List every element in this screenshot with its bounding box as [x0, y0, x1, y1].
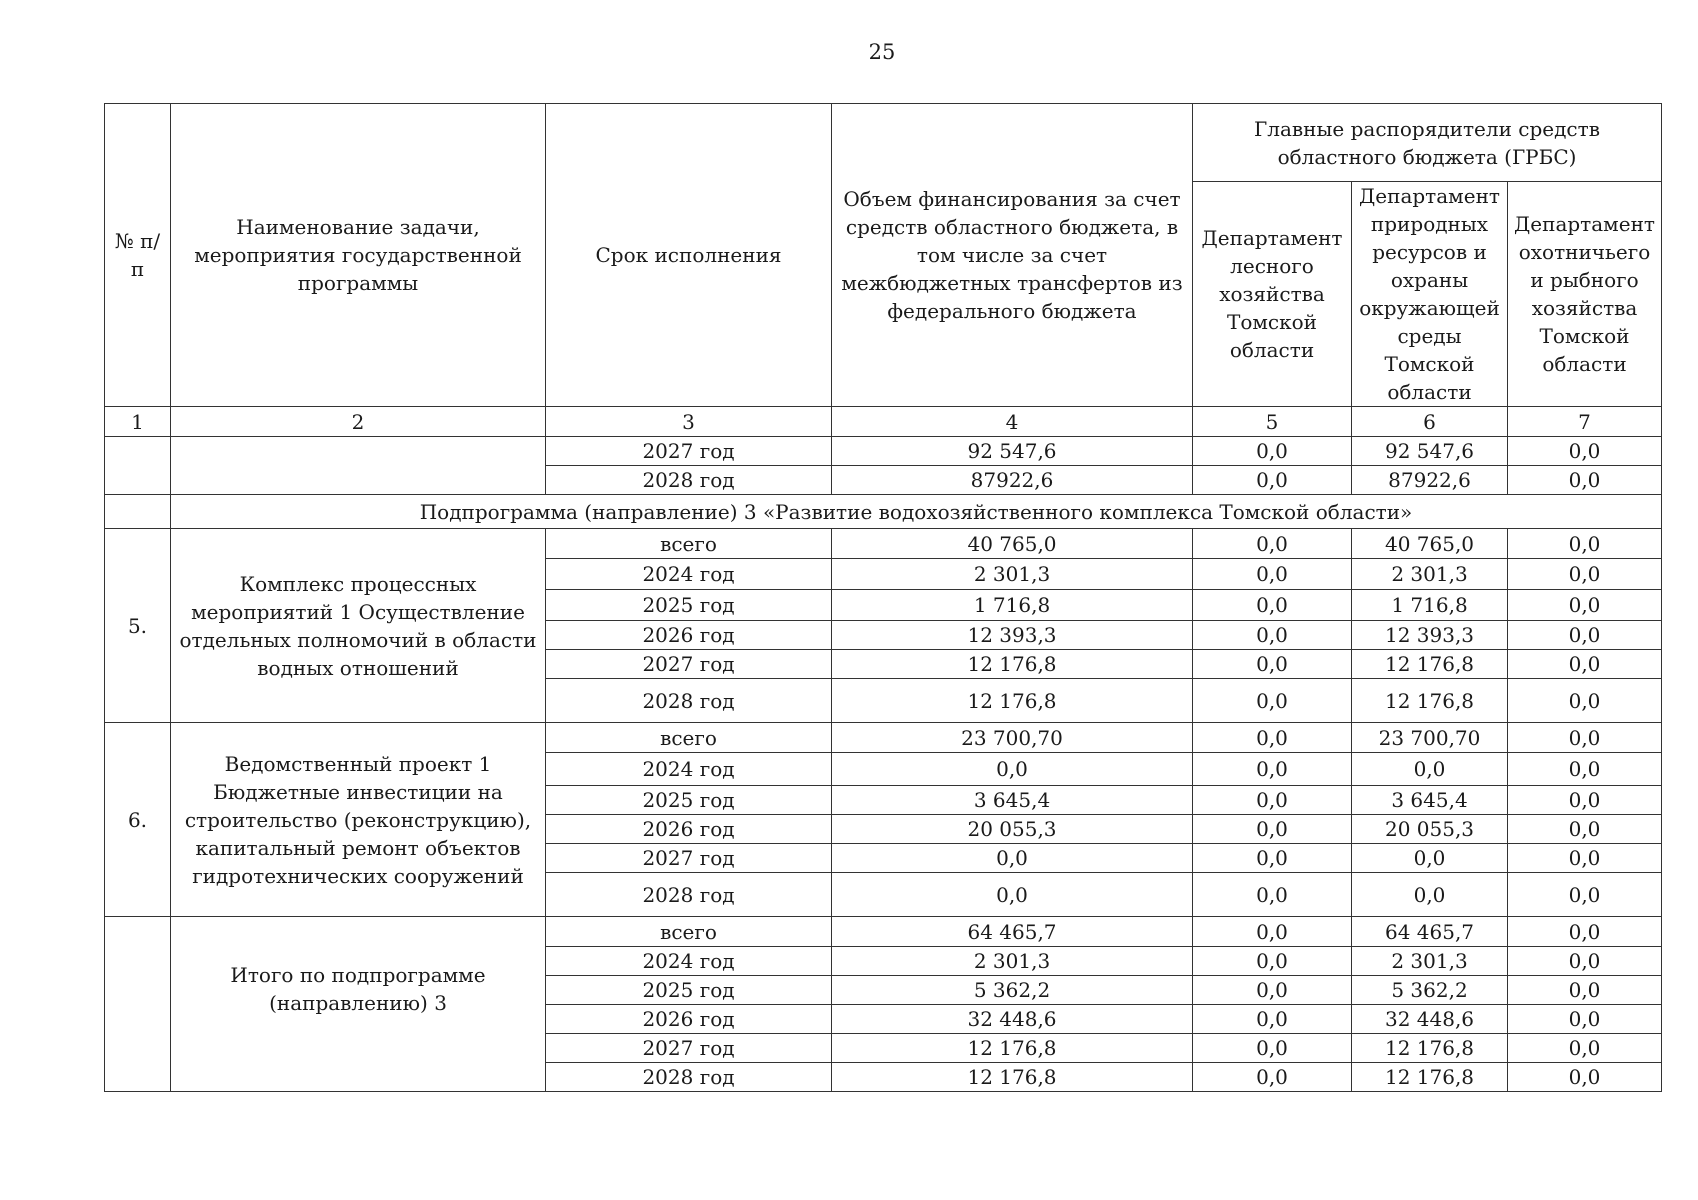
dep6-cell: 12 176,8 [1352, 1034, 1508, 1063]
dep5-cell: 0,0 [1193, 723, 1352, 753]
term-cell: 2025 год [546, 786, 832, 815]
table-row [105, 723, 1662, 753]
term-cell: 2025 год [546, 590, 832, 621]
dep5-cell: 0,0 [1193, 917, 1352, 947]
table-row [105, 437, 1662, 466]
volume-cell: 12 176,8 [832, 1063, 1193, 1092]
dep6-cell: 40 765,0 [1352, 529, 1508, 559]
header-grbs: Главные распорядители средств областного бюджета (ГРБС) [1193, 104, 1662, 182]
term-cell: 2026 год [546, 621, 832, 650]
term-cell: всего [546, 917, 832, 947]
dep6-cell: 20 055,3 [1352, 815, 1508, 844]
volume-cell: 1 716,8 [832, 590, 1193, 621]
dep5-cell: 0,0 [1193, 621, 1352, 650]
dep5-cell: 0,0 [1193, 437, 1352, 466]
dep7-cell: 0,0 [1508, 917, 1662, 947]
dep7-cell: 0,0 [1508, 529, 1662, 559]
name-cell: Ведомственный проект 1 Бюджетные инвестиции на строительство (реконструкцию), капитальный ремонт объектов гидротехнических сооружений [171, 723, 546, 917]
dep6-cell: 5 362,2 [1352, 976, 1508, 1005]
volume-cell: 3 645,4 [832, 786, 1193, 815]
dep5-cell: 0,0 [1193, 650, 1352, 679]
name-cell: Комплекс процессных мероприятий 1 Осуществление отдельных полномочий в области водных отношений [171, 529, 546, 723]
dep7-cell: 0,0 [1508, 786, 1662, 815]
dep7-cell: 0,0 [1508, 1005, 1662, 1034]
dep5-cell: 0,0 [1193, 815, 1352, 844]
funding-table [104, 103, 1662, 1092]
term-cell: 2028 год [546, 679, 832, 723]
header-name: Наименование задачи, мероприятия государственной программы [171, 104, 546, 407]
dep6-cell: 0,0 [1352, 873, 1508, 917]
dep5-cell: 0,0 [1193, 1063, 1352, 1092]
column-number: 1 [105, 407, 171, 437]
dep7-cell: 0,0 [1508, 466, 1662, 495]
dep7-cell: 0,0 [1508, 559, 1662, 590]
dep7-cell: 0,0 [1508, 815, 1662, 844]
dep7-cell: 0,0 [1508, 844, 1662, 873]
column-number: 5 [1193, 407, 1352, 437]
dep6-cell: 32 448,6 [1352, 1005, 1508, 1034]
dep7-cell: 0,0 [1508, 621, 1662, 650]
volume-cell: 32 448,6 [832, 1005, 1193, 1034]
dep5-cell: 0,0 [1193, 559, 1352, 590]
dep6-cell: 12 393,3 [1352, 621, 1508, 650]
header-dep-forest: Департамент лесного хозяйства Томской области [1193, 182, 1352, 407]
dep5-cell: 0,0 [1193, 976, 1352, 1005]
column-number: 7 [1508, 407, 1662, 437]
dep5-cell: 0,0 [1193, 873, 1352, 917]
volume-cell: 12 393,3 [832, 621, 1193, 650]
dep5-cell: 0,0 [1193, 679, 1352, 723]
term-cell: 2028 год [546, 873, 832, 917]
num-cell [105, 495, 171, 529]
term-cell: 2028 год [546, 1063, 832, 1092]
header-dep-hunting: Департамент охотничьего и рыбного хозяйства Томской области [1508, 182, 1662, 407]
num-cell: 6. [105, 723, 171, 917]
dep7-cell: 0,0 [1508, 947, 1662, 976]
dep5-cell: 0,0 [1193, 947, 1352, 976]
subprogram-title: Подпрограмма (направление) 3 «Развитие водохозяйственного комплекса Томской области» [171, 495, 1662, 529]
header-volume: Объем финансирования за счет средств областного бюджета, в том числе за счет межбюджетных трансфертов из федерального бюджета [832, 104, 1193, 407]
volume-cell: 0,0 [832, 873, 1193, 917]
volume-cell: 12 176,8 [832, 650, 1193, 679]
term-cell: всего [546, 723, 832, 753]
term-cell: всего [546, 529, 832, 559]
dep7-cell: 0,0 [1508, 679, 1662, 723]
name-cell [171, 437, 546, 495]
dep5-cell: 0,0 [1193, 590, 1352, 621]
volume-cell: 92 547,6 [832, 437, 1193, 466]
dep7-cell: 0,0 [1508, 723, 1662, 753]
term-cell: 2024 год [546, 559, 832, 590]
dep7-cell: 0,0 [1508, 1063, 1662, 1092]
term-cell: 2027 год [546, 650, 832, 679]
term-cell: 2027 год [546, 844, 832, 873]
term-cell: 2024 год [546, 753, 832, 786]
dep5-cell: 0,0 [1193, 753, 1352, 786]
volume-cell: 0,0 [832, 753, 1193, 786]
dep6-cell: 12 176,8 [1352, 650, 1508, 679]
dep6-cell: 92 547,6 [1352, 437, 1508, 466]
dep6-cell: 64 465,7 [1352, 917, 1508, 947]
dep7-cell: 0,0 [1508, 437, 1662, 466]
header-dep-nature: Департамент природных ресурсов и охраны окружающей среды Томской области [1352, 182, 1508, 407]
dep7-cell: 0,0 [1508, 1034, 1662, 1063]
subprogram-row [105, 495, 1662, 529]
dep6-cell: 0,0 [1352, 753, 1508, 786]
dep5-cell: 0,0 [1193, 844, 1352, 873]
column-number: 2 [171, 407, 546, 437]
dep5-cell: 0,0 [1193, 786, 1352, 815]
dep6-cell: 2 301,3 [1352, 947, 1508, 976]
num-cell: 5. [105, 529, 171, 723]
dep6-cell: 2 301,3 [1352, 559, 1508, 590]
volume-cell: 87922,6 [832, 466, 1193, 495]
term-cell: 2027 год [546, 1034, 832, 1063]
dep6-cell: 1 716,8 [1352, 590, 1508, 621]
dep6-cell: 3 645,4 [1352, 786, 1508, 815]
term-cell: 2026 год [546, 1005, 832, 1034]
term-cell: 2025 год [546, 976, 832, 1005]
column-number-row [105, 407, 1662, 437]
dep6-cell: 0,0 [1352, 844, 1508, 873]
num-cell [105, 917, 171, 1092]
table-row [105, 917, 1662, 947]
dep6-cell: 23 700,70 [1352, 723, 1508, 753]
total-name-cell: Итого по подпрограмме (направлению) 3 [171, 917, 546, 1092]
volume-cell: 40 765,0 [832, 529, 1193, 559]
dep6-cell: 12 176,8 [1352, 1063, 1508, 1092]
term-cell: 2027 год [546, 437, 832, 466]
term-cell: 2028 год [546, 466, 832, 495]
header-num: № п/п [105, 104, 171, 407]
page-number: 25 [868, 40, 896, 64]
column-number: 6 [1352, 407, 1508, 437]
dep5-cell: 0,0 [1193, 1005, 1352, 1034]
volume-cell: 0,0 [832, 844, 1193, 873]
dep6-cell: 87922,6 [1352, 466, 1508, 495]
dep7-cell: 0,0 [1508, 650, 1662, 679]
volume-cell: 12 176,8 [832, 1034, 1193, 1063]
term-cell: 2024 год [546, 947, 832, 976]
dep7-cell: 0,0 [1508, 753, 1662, 786]
dep7-cell: 0,0 [1508, 590, 1662, 621]
header-term: Срок исполнения [546, 104, 832, 407]
column-number: 3 [546, 407, 832, 437]
dep7-cell: 0,0 [1508, 976, 1662, 1005]
volume-cell: 12 176,8 [832, 679, 1193, 723]
column-number: 4 [832, 407, 1193, 437]
num-cell [105, 437, 171, 495]
dep5-cell: 0,0 [1193, 1034, 1352, 1063]
volume-cell: 2 301,3 [832, 559, 1193, 590]
table-row [105, 529, 1662, 559]
dep5-cell: 0,0 [1193, 529, 1352, 559]
term-cell: 2026 год [546, 815, 832, 844]
volume-cell: 20 055,3 [832, 815, 1193, 844]
volume-cell: 5 362,2 [832, 976, 1193, 1005]
dep7-cell: 0,0 [1508, 873, 1662, 917]
volume-cell: 2 301,3 [832, 947, 1193, 976]
volume-cell: 23 700,70 [832, 723, 1193, 753]
volume-cell: 64 465,7 [832, 917, 1193, 947]
dep6-cell: 12 176,8 [1352, 679, 1508, 723]
dep5-cell: 0,0 [1193, 466, 1352, 495]
